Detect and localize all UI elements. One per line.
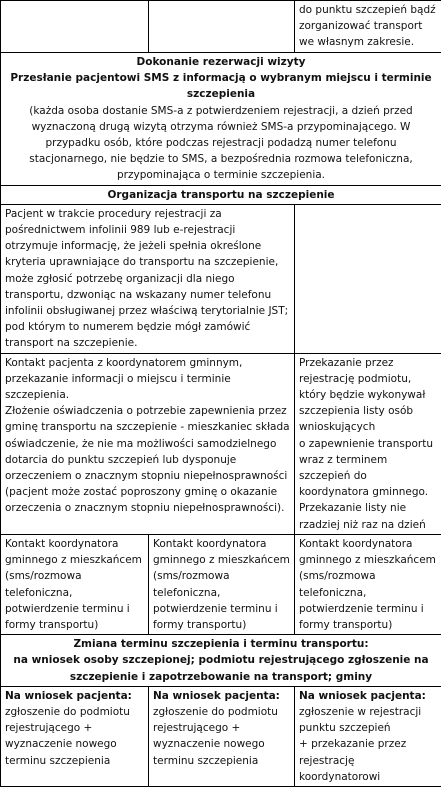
rezerwacja-subtitle: Przesłanie pacjentowi SMS z informacją o wybranym miejscu i terminie szczepienia [5, 70, 437, 102]
cell-empty-3 [295, 204, 441, 353]
wniosek-col-3 [295, 686, 441, 786]
wniosek-col-1 [1, 686, 149, 786]
kontakt-left-cell [1, 353, 295, 534]
zmiana-title: Zmiana terminu szczepienia i terminu transportu: [5, 636, 437, 652]
kontakt-left-1: Kontakt pacjenta z koordynatorem gminnym, przekazanie informacji o miejscu i terminie szczepienia. [5, 355, 290, 404]
rezerwacja-title: Dokonanie rezerwacji wizyty [5, 54, 437, 70]
cell-empty-2 [149, 1, 295, 53]
wniosek-col-2 [149, 686, 295, 786]
row-coordinator [1, 534, 441, 634]
row-continuation [1, 1, 441, 53]
zmiana-subtitle: na wniosek osoby szczepionej; podmiotu rejestrującego zgłoszenie na szczepienie i zapotrzebowanie na transport; gminy [5, 652, 437, 684]
transport-intro: Pacjent w trakcie procedury rejestracji za pośrednictwem infolinii 989 lub e-rejestracji otrzymuje informację, że jeżeli spełnia określone kryteria uprawniające do transportu na szczepienie, może zgłosić potrzebę organizacji dla niego transportu, dzwoniąc na wskazany numer telefonu infolinii obsługiwanej przez właściwą terytorialnie JST; pod którym to numerem będzie mógł zamówić transport na szczepienie. [1, 204, 295, 353]
row-zmiana [1, 635, 441, 687]
kontakt-right-2: o zapewnienie transportu wraz z terminem szczepień do koordynatora gminnego. [299, 436, 437, 501]
kontakt-left-2: Złożenie oświadczenia o potrzebie zapewnienia przez gminę transportu na szczepienie - mieszkaniec składa oświadczenie, że nie ma możliwości samodzielnego dotarcia do punktu szczepień lub dysponuje orzeczeniem o znacznym stopniu niepełnosprawności (pacjent może zostać poproszony gminę o okazanie orzeczenia o znacznym stopniu niepełnosprawności). [5, 403, 290, 516]
transport-title: Organizacja transportu na szczepienie [1, 185, 441, 204]
coord-cell-1: Kontakt koordynatora gminnego z mieszkańcem (sms/rozmowa telefoniczna, potwierdzenie terminu i formy transportu) [1, 534, 149, 634]
wniosek-3-head: Na wniosek pacjenta: [299, 688, 437, 704]
cell-transport-own: do punktu szczepień bądź zorganizować transport we własnym zakresie. [295, 1, 441, 53]
row-wniosek [1, 686, 441, 786]
kontakt-right-3: Przekazanie listy nie rzadziej niż raz na dzień [299, 500, 437, 532]
zmiana-cell [1, 635, 441, 687]
kontakt-right-cell [295, 353, 441, 534]
coord-cell-2: Kontakt koordynatora gminnego z mieszkańcem (sms/rozmowa telefoniczna, potwierdzenie terminu i formy transportu) [149, 534, 295, 634]
row-transport-intro [1, 204, 441, 353]
cell-rezerwacja [1, 53, 441, 186]
wniosek-3-body-2: + przekazanie przez rejestrację koordynatorowi [299, 736, 437, 785]
wniosek-3-body-1: zgłoszenie w rejestracji punktu szczepień [299, 704, 437, 736]
wniosek-1-body: zgłoszenie do podmiotu rejestrującego + wyznaczenie nowego terminu szczepienia [5, 704, 144, 769]
row-rezerwacja [1, 53, 441, 186]
rezerwacja-body: (każda osoba dostanie SMS-a z potwierdzeniem rejestracji, a dzień przed wyznaczoną drugą wizytą otrzyma również SMS-a przypominającego. W przypadku osób, które podczas rejestracji podadzą numer telefonu stacjonarnego, nie będzie to SMS, a bezpośrednia rozmowa telefoniczna, przypominająca o terminie szczepienia. [5, 103, 437, 184]
coord-cell-3: Kontakt koordynatora gminnego z mieszkańcem (sms/rozmowa telefoniczna, potwierdzenie terminu i formy transportu) [295, 534, 441, 634]
kontakt-right-1: Przekazanie przez rejestrację podmiotu, który będzie wykonywał szczepienia listy osób wnioskujących [299, 355, 437, 436]
wniosek-2-body: zgłoszenie do podmiotu rejestrującego + wyznaczenie nowego terminu szczepienia [153, 704, 290, 769]
wniosek-1-head: Na wniosek pacjenta: [5, 688, 144, 704]
row-kontakt [1, 353, 441, 534]
row-transport-title [1, 185, 441, 204]
cell-empty-1 [1, 1, 149, 53]
wniosek-2-head: Na wniosek pacjenta: [153, 688, 290, 704]
